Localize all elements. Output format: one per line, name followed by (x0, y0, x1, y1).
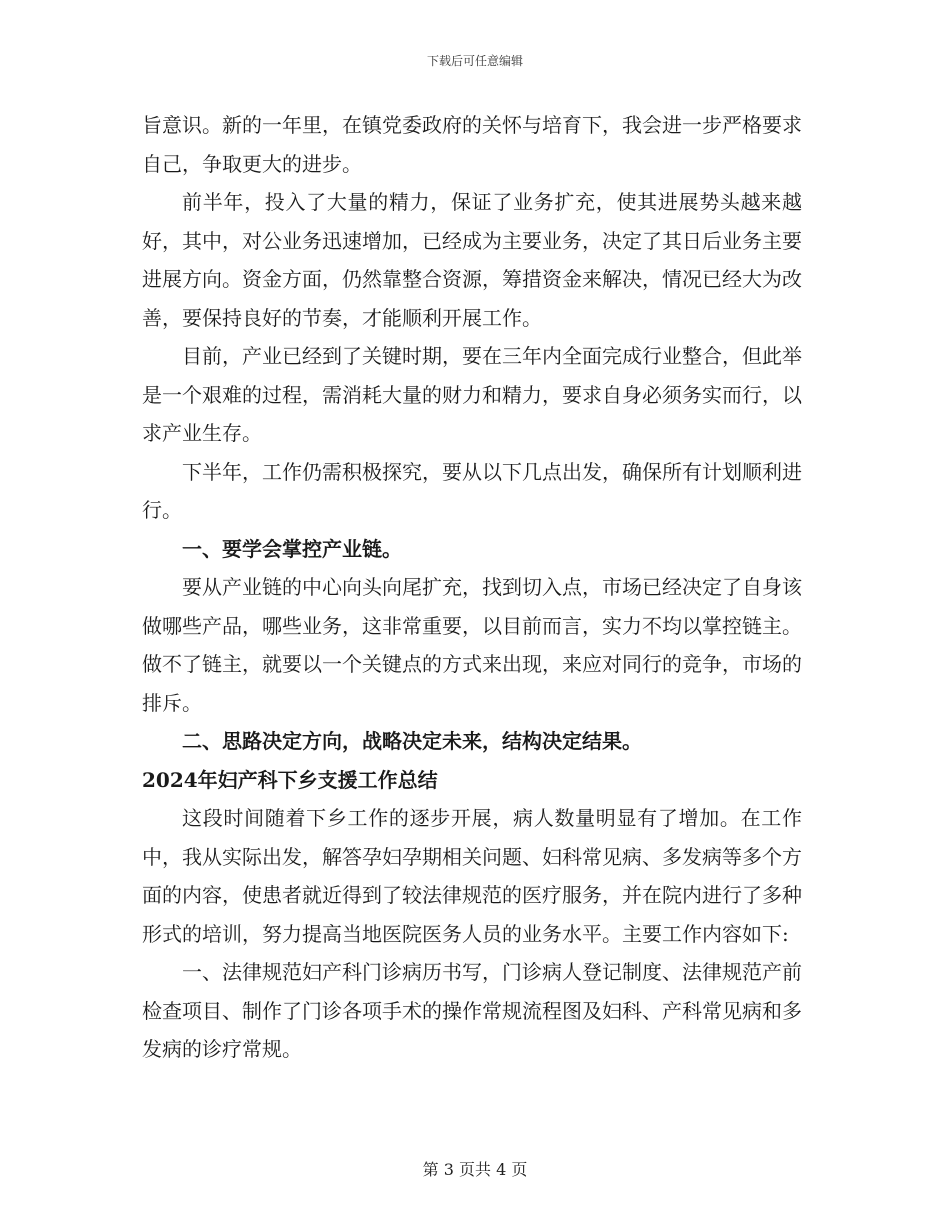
page-header: 下载后可任意编辑 (426, 54, 523, 68)
page-footer: 第 3 页共 4 页 (422, 1160, 528, 1179)
paragraph: 下半年，工作仍需积极探究，要从以下几点出发，确保所有计划顺利进行。 (142, 459, 802, 522)
document-title: 2024年妇产科下乡支援工作总结 (142, 767, 438, 792)
section-heading: 二、思路决定方向，战略决定未来，结构决定结果。 (182, 729, 642, 753)
section-heading: 一、要学会掌控产业链。 (182, 536, 402, 561)
document-body (142, 106, 802, 1069)
paragraph: 前半年，投入了大量的精力，保证了业务扩充，使其进展势头越来越好，其中，对公业务迅速增加，已经成为主要业务，决定了其日后业务主要进展方向。资金方面，仍然靠整合资源，筹措资金来解决，情况已经大为改善，要保持良好的节奏，才能顺利开展工作。 (142, 190, 802, 330)
paragraph: 这段时间随着下乡工作的逐步开展，病人数量明显有了增加。在工作中，我从实际出发，解答孕妇孕期相关问题、妇科常见病、多发病等多个方面的内容，使患者就近得到了较法律规范的医疗服务，并在院内进行了多种形式的培训，努力提高当地医院医务人员的业务水平。主要工作内容如下: (142, 806, 802, 946)
paragraph: 一、法律规范妇产科门诊病历书写，门诊病人登记制度、法律规范产前检查项目、制作了门诊各项手术的操作常规流程图及妇科、产科常见病和多发病的诊疗常规。 (142, 960, 802, 1061)
paragraph: 要从产业链的中心向头向尾扩充，找到切入点，市场已经决定了自身该做哪些产品，哪些业务，这非常重要，以目前而言，实力不均以掌控链主。做不了链主，就要以一个关键点的方式来出现，来应对同行的竞争，市场的排斥。 (142, 575, 802, 715)
paragraph: 旨意识。新的一年里，在镇党委政府的关怀与培育下，我会进一步严格要求自己，争取更大的进步。 (142, 113, 802, 176)
paragraph: 目前，产业已经到了关键时期，要在三年内全面完成行业整合，但此举是一个艰难的过程，需消耗大量的财力和精力，要求自身必须务实而行，以求产业生存。 (142, 344, 802, 445)
